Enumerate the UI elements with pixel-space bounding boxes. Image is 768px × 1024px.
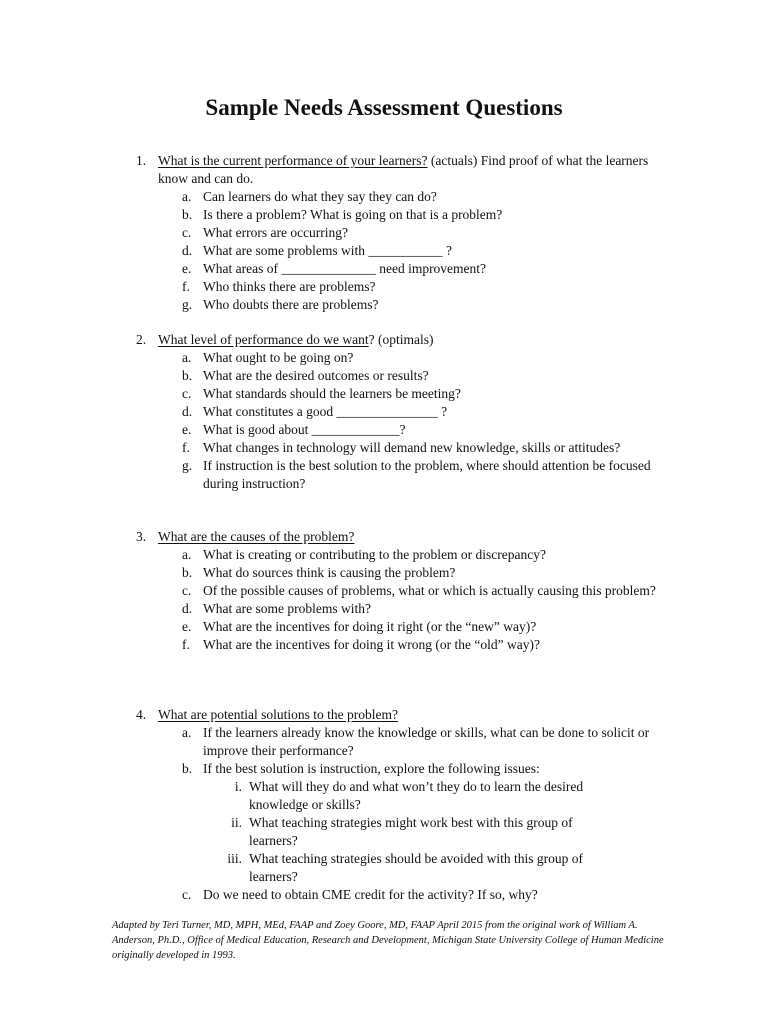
list-item	[0, 439, 768, 457]
question-tail: ? (optimals)	[368, 332, 434, 347]
item-letter: f.	[182, 279, 190, 294]
item-letter: c.	[182, 583, 192, 598]
question-text: What are potential solutions to the problem?	[158, 707, 398, 722]
question-tail: (actuals) Find proof of what the learners know and can do.	[158, 153, 649, 186]
item-text: Of the possible causes of problems, what or which is actually causing this problem?	[203, 583, 656, 598]
sub-list-item	[0, 850, 768, 886]
list-item	[0, 636, 768, 654]
question-text: What are the causes of the problem?	[158, 529, 355, 544]
item-letter: g.	[182, 458, 193, 473]
item-text: What standards should the learners be meeting?	[203, 386, 461, 401]
item-text: What are some problems with?	[203, 601, 371, 616]
item-text: What ought to be going on?	[203, 350, 354, 365]
list-item	[0, 367, 768, 385]
item-numeral: ii.	[231, 815, 242, 830]
item-letter: b.	[182, 565, 193, 580]
question-1	[0, 152, 768, 188]
item-text: Who thinks there are problems?	[203, 279, 376, 294]
list-item	[0, 457, 768, 493]
item-letter: f.	[182, 637, 190, 652]
item-letter: e.	[182, 422, 192, 437]
item-numeral: i.	[234, 779, 242, 794]
item-letter: e.	[182, 619, 192, 634]
item-text: If the learners already know the knowledge or skills, what can be done to solicit or improve their performance?	[203, 725, 650, 758]
item-text: What are the incentives for doing it wrong (or the “old” way)?	[203, 637, 540, 652]
item-letter: b.	[182, 207, 193, 222]
list-item	[0, 760, 768, 778]
item-text: What is good about _____________?	[203, 422, 406, 437]
list-item	[0, 385, 768, 403]
sub-list-item	[0, 778, 768, 814]
item-text: What areas of ______________ need improvement?	[203, 261, 487, 276]
item-letter: c.	[182, 887, 192, 902]
list-item	[0, 296, 768, 314]
item-text: What do sources think is causing the problem?	[203, 565, 456, 580]
item-text: What are some problems with ___________ ?	[203, 243, 452, 258]
item-text: What errors are occurring?	[203, 225, 349, 240]
section-4	[0, 706, 768, 904]
list-item	[0, 724, 768, 760]
item-letter: d.	[182, 243, 193, 258]
section-3	[0, 528, 768, 654]
question-2	[0, 331, 768, 349]
item-letter: b.	[182, 761, 193, 776]
list-item	[0, 278, 768, 296]
list-item	[0, 886, 768, 904]
item-numeral: iii.	[227, 851, 242, 866]
item-text: Is there a problem? What is going on that is a problem?	[203, 207, 503, 222]
question-number: 3.	[136, 529, 147, 544]
question-3	[0, 528, 768, 546]
item-letter: a.	[182, 725, 192, 740]
item-letter: f.	[182, 440, 190, 455]
page-title: Sample Needs Assessment Questions	[205, 95, 563, 120]
section-2	[0, 331, 768, 493]
item-letter: b.	[182, 368, 193, 383]
item-letter: e.	[182, 261, 192, 276]
item-letter: c.	[182, 386, 192, 401]
list-item	[0, 260, 768, 278]
item-text: Do we need to obtain CME credit for the activity? If so, why?	[203, 887, 538, 902]
item-text: What constitutes a good _______________ ?	[203, 404, 448, 419]
item-text: What teaching strategies might work best with this group of learners?	[249, 815, 573, 848]
list-item	[0, 242, 768, 260]
question-4	[0, 706, 768, 724]
question-text: What level of performance do we want	[158, 332, 369, 347]
item-text: Who doubts there are problems?	[203, 297, 379, 312]
item-text: If instruction is the best solution to the problem, where should attention be focused during instruction?	[203, 458, 651, 491]
question-number: 2.	[136, 332, 147, 347]
list-item	[0, 403, 768, 421]
item-letter: d.	[182, 601, 193, 616]
sub-list-item	[0, 814, 768, 850]
item-letter: a.	[182, 189, 192, 204]
list-item	[0, 188, 768, 206]
list-item	[0, 349, 768, 367]
list-item	[0, 600, 768, 618]
item-letter: c.	[182, 225, 192, 240]
item-letter: a.	[182, 547, 192, 562]
item-text: What changes in technology will demand new knowledge, skills or attitudes?	[203, 440, 621, 455]
item-text: What will they do and what won’t they do to learn the desired knowledge or skills?	[249, 779, 584, 812]
item-letter: g.	[182, 297, 193, 312]
item-text: Can learners do what they say they can do?	[203, 189, 437, 204]
item-text: What teaching strategies should be avoided with this group of learners?	[249, 851, 584, 884]
item-text: What is creating or contributing to the problem or discrepancy?	[203, 547, 547, 562]
item-text: What are the incentives for doing it right (or the “new” way)?	[203, 619, 537, 634]
list-item	[0, 618, 768, 636]
list-item	[0, 582, 768, 600]
item-letter: a.	[182, 350, 192, 365]
attribution-footer: Adapted by Teri Turner, MD, MPH, MEd, FAAP and Zoey Goore, MD, FAAP April 2015 from the original work of William A. Anderson, Ph.D., Office of Medical Education, Research and Development, Michigan State University College of Human Medicine originally developed in 1993.	[112, 920, 664, 961]
question-number: 1.	[136, 153, 147, 168]
list-item	[0, 206, 768, 224]
list-item	[0, 546, 768, 564]
list-item	[0, 421, 768, 439]
item-letter: d.	[182, 404, 193, 419]
question-text: What is the current performance of your learners?	[158, 153, 428, 168]
question-number: 4.	[136, 707, 147, 722]
section-1	[0, 152, 768, 314]
item-text: What are the desired outcomes or results?	[203, 368, 429, 383]
list-item	[0, 224, 768, 242]
item-text: If the best solution is instruction, explore the following issues:	[203, 761, 540, 776]
list-item	[0, 564, 768, 582]
